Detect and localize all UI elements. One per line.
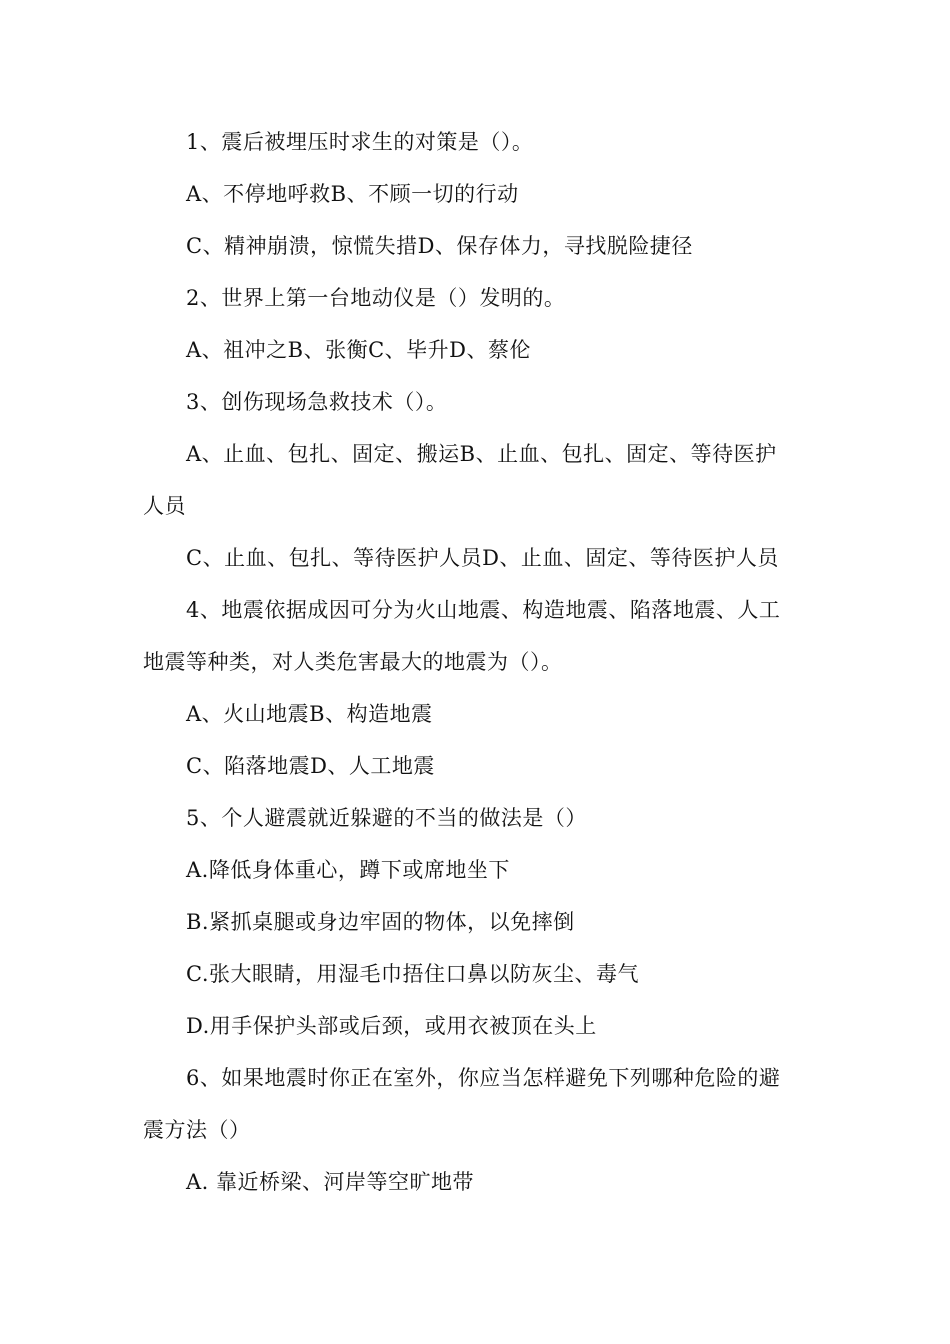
question-6-option-a: A. 靠近桥梁、河岸等空旷地带 <box>186 1170 475 1194</box>
question-1-options-cd: C、精神崩溃，惊慌失措D、保存体力，寻找脱险捷径 <box>186 234 693 258</box>
question-3-options-ab-continued: 人员 <box>143 494 186 518</box>
question-2-options: A、祖冲之B、张衡C、毕升D、蔡伦 <box>186 338 532 362</box>
question-4-options-cd: C、陷落地震D、人工地震 <box>186 754 435 778</box>
question-3-options-ab: A、止血、包扎、固定、搬运B、止血、包扎、固定、等待医护 <box>186 442 777 466</box>
question-2: 2、世界上第一台地动仪是（）发明的。 <box>186 286 566 310</box>
question-1: 1、震后被埋压时求生的对策是（）。 <box>186 130 534 154</box>
question-5-option-a: A.降低身体重心，蹲下或席地坐下 <box>186 858 510 882</box>
question-4: 4、地震依据成因可分为火山地震、构造地震、陷落地震、人工 <box>186 598 781 622</box>
question-3-options-cd: C、止血、包扎、等待医护人员D、止血、固定、等待医护人员 <box>186 546 779 570</box>
question-6: 6、如果地震时你正在室外，你应当怎样避免下列哪种危险的避 <box>186 1066 781 1090</box>
question-1-options-ab: A、不停地呼救B、不顾一切的行动 <box>186 182 519 206</box>
question-4-options-ab: A、火山地震B、构造地震 <box>186 702 433 726</box>
question-5-option-b: B.紧抓桌腿或身边牢固的物体，以免摔倒 <box>186 910 575 934</box>
question-5-option-c: C.张大眼睛，用湿毛巾捂住口鼻以防灰尘、毒气 <box>186 962 639 986</box>
question-6-continued: 震方法（） <box>143 1118 251 1142</box>
question-5: 5、个人避震就近躲避的不当的做法是（） <box>186 806 587 830</box>
question-3: 3、创伤现场急救技术（）。 <box>186 390 448 414</box>
question-5-option-d: D.用手保护头部或后颈，或用衣被顶在头上 <box>186 1014 597 1038</box>
question-4-continued: 地震等种类，对人类危害最大的地震为（）。 <box>143 650 563 674</box>
